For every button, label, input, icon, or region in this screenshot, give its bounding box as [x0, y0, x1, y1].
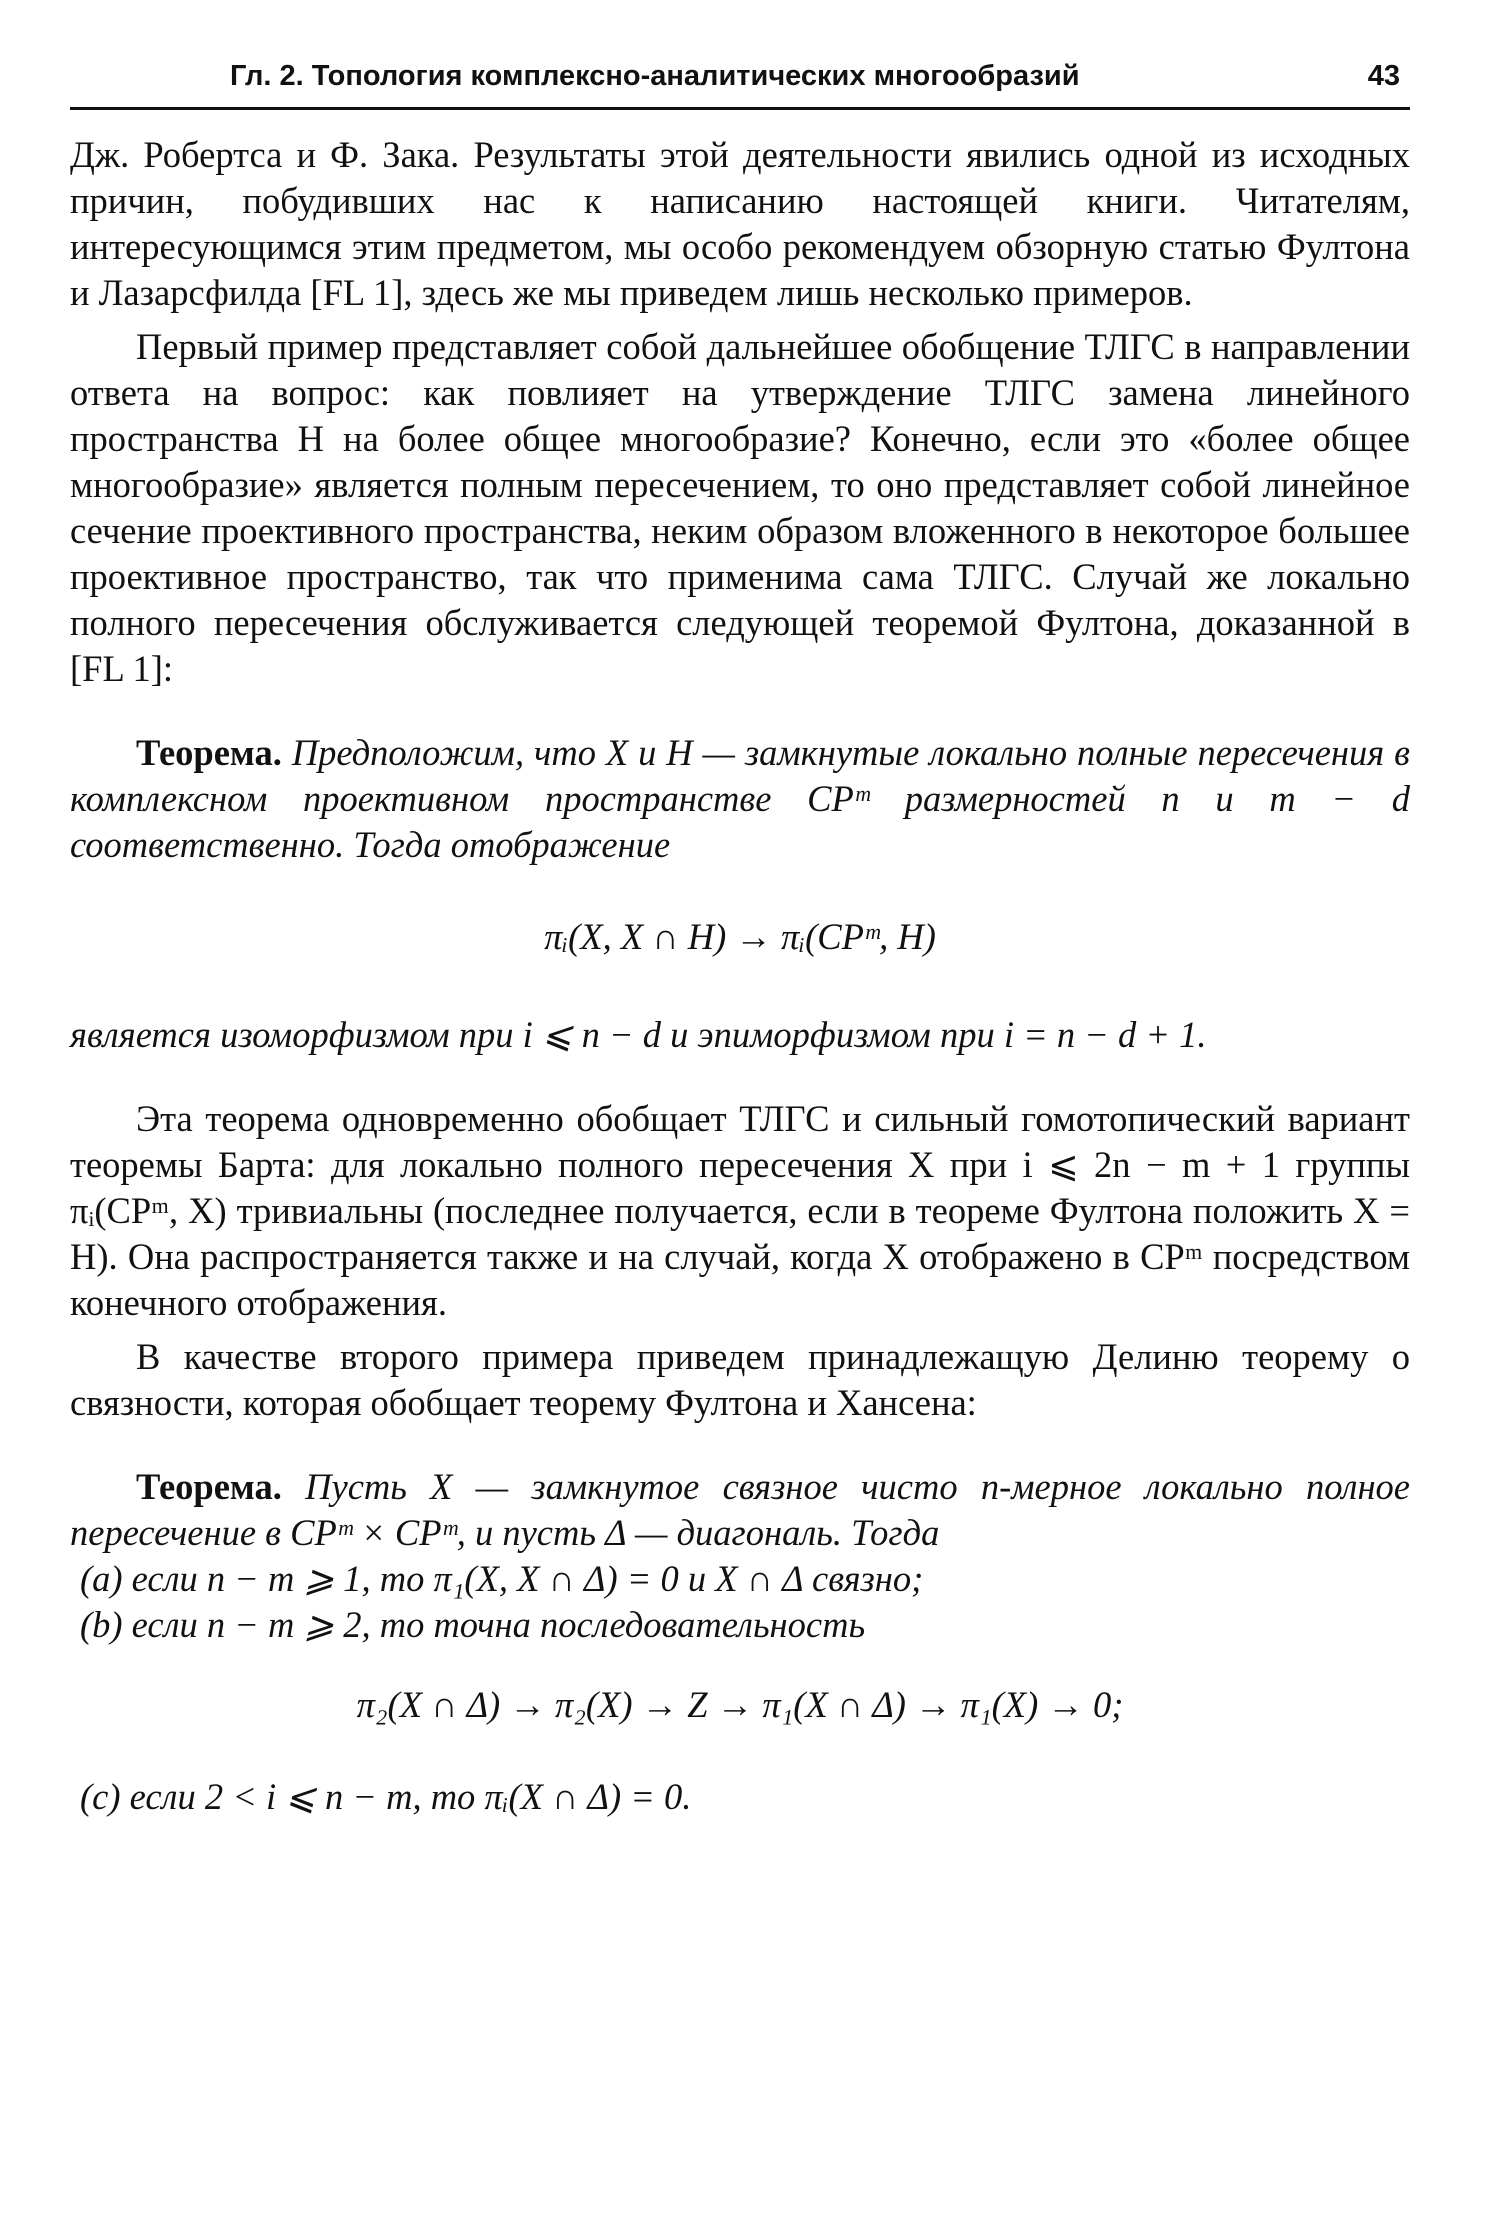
paragraph-4: В качестве второго примера приведем принадлежащую Делиню теорему о связности, которая обобщает теорему Фултона и Хансена: [70, 1336, 1410, 1423]
theorem-1 [70, 730, 1410, 868]
theorem-1-conclusion: является изоморфизмом при i ⩽ n − d и эпиморфизмом при i = n − d + 1. [70, 1014, 1207, 1055]
header-rule [70, 107, 1410, 110]
paragraph-2: Первый пример представляет собой дальнейшее обобщение ТЛГС в направлении ответа на вопрос: как повлияет на утверждение ТЛГС замена линейного пространства H на более общее многообразие? Конечно, если это «более общее многообразие» является полным пересечением, то оно представляет собой линейное сечение проективного пространства, неким образом вложенного в некоторое большее проективное пространство, так что применима сама ТЛГС. Случай же локально полного пересечения обслуживается следующей теоремой Фултона, доказанной в [FL 1]: [70, 326, 1410, 689]
paragraph-1: Дж. Робертса и Ф. Зака. Результаты этой деятельности явились одной из исходных причин, побудивших нас к написанию настоящей книги. Читателям, интересующимся этим предметом, мы особо рекомендуем обзорную статью Фултона и Лазарсфилда [FL 1], здесь же мы приведем лишь несколько примеров. [70, 134, 1410, 313]
chapter-title: Гл. 2. Топология комплексно-аналитических многообразий [230, 60, 1080, 92]
theorem-1-label: Теорема. [136, 732, 282, 773]
theorem-2-items-c [70, 1774, 1410, 1820]
page-number: 43 [1367, 60, 1400, 92]
running-head [70, 60, 1410, 93]
theorem-1-formula: πᵢ(X, X ∩ H) → πᵢ(CPᵐ, H) [544, 916, 936, 957]
paragraph-3: Эта теорема одновременно обобщает ТЛГС и сильный гомотопический вариант теоремы Барта: для локально полного пересечения X при i ⩽ 2n − m + 1 группы πᵢ(CPᵐ, X) тривиальны (последнее получается, если в теореме Фултона положить X = H). Она распространяется также и на случай, когда X отображено в CPᵐ посредством конечного отображения. [70, 1098, 1410, 1323]
theorem-2-label: Теорема. [136, 1466, 282, 1507]
theorem-2-items [70, 1556, 1410, 1648]
theorem-1-statement: Предположим, что X и H — замкнутые локально полные пересечения в комплексном проективном пространстве CPᵐ размерностей n и m − d соответственно. Тогда отображение [70, 732, 1411, 865]
theorem-2-item-b: (b) если n − m ⩾ 2, то точна последовательность [80, 1604, 866, 1645]
theorem-2-item-a: (a) если n − m ⩾ 1, то π₁(X, X ∩ Δ) = 0 и X ∩ Δ связно; [80, 1558, 924, 1599]
theorem-2 [70, 1464, 1410, 1556]
theorem-2-formula: π₂(X ∩ Δ) → π₂(X) → Z → π₁(X ∩ Δ) → π₁(X) → 0; [356, 1684, 1124, 1725]
theorem-2-statement: Пусть X — замкнутое связное чисто n-мерное локально полное пересечение в CPᵐ × CPᵐ, и пусть Δ — диагональ. Тогда [70, 1466, 1411, 1553]
theorem-2-item-c: (c) если 2 < i ⩽ n − m, то πᵢ(X ∩ Δ) = 0. [80, 1776, 692, 1817]
